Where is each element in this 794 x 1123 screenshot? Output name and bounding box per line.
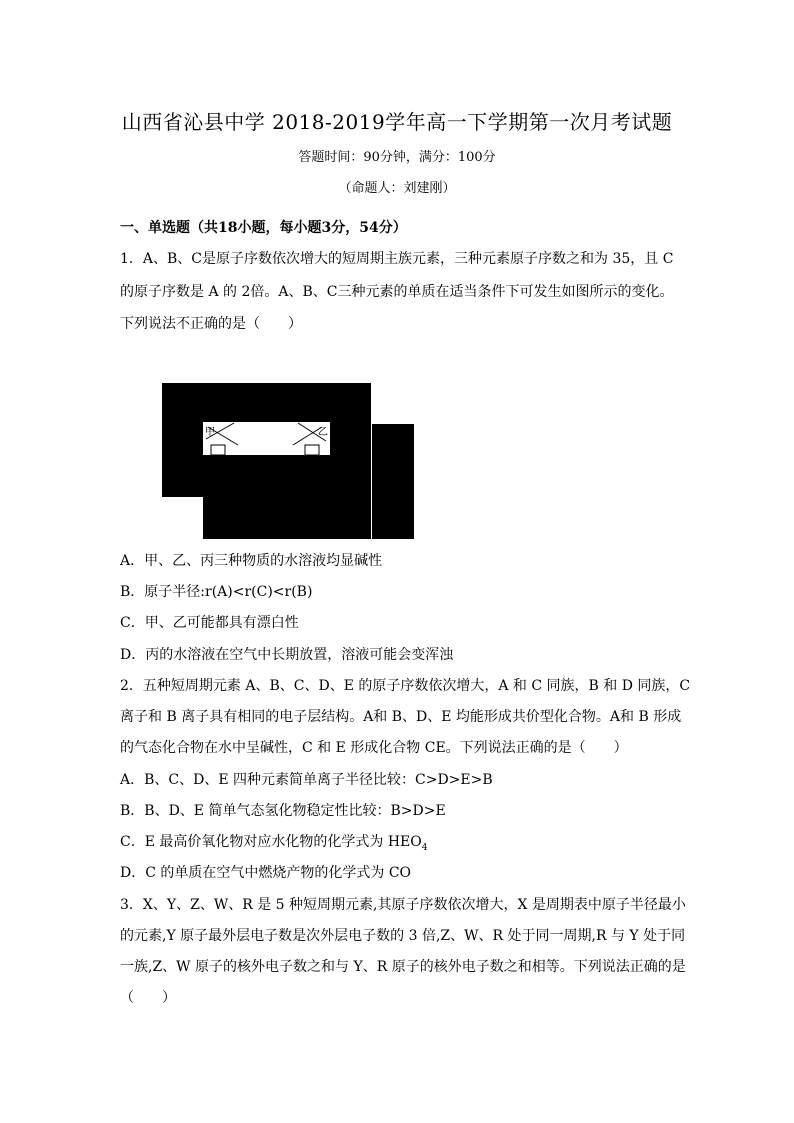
figure-frame-bottom: [203, 497, 371, 539]
exam-author: （命题人：刘建刚）: [338, 181, 456, 196]
figure-frame-right: [372, 424, 414, 539]
q2-option-c-text: C．E 最高价氧化物对应水化物的化学式为 HEO: [120, 834, 422, 850]
q2-option-d: D．C 的单质在空气中燃烧产物的化学式为 CO: [120, 865, 412, 881]
q1-option-b: B．原子半径:r(A)<r(C)<r(B): [120, 584, 313, 600]
q1-option-c: C．甲、乙可能都具有漂白性: [120, 615, 299, 631]
q1-stem-line1: 1．A、B、C是原子序数依次增大的短周期主族元素，三种元素原子序数之和为 35，且 C: [120, 251, 674, 267]
q1-stem-line2: 的原子序数是 A 的 2倍。A、B、C三种元素的单质在适当条件下可发生如图所示的变化。: [120, 284, 674, 300]
q2-stem-line2: 离子和 B 离子具有相同的电子层结构。A和 B、D、E 均能形成共价型化合物。A和 B 形成: [120, 709, 682, 725]
q2-option-c-subscript: 4: [421, 842, 428, 853]
q3-stem-line3: 一族,Z、W 原子的核外电子数之和与 Y、R 原子的核外电子数之和相等。下列说法正确的是: [120, 959, 686, 975]
q3-stem-line4: （ ）: [120, 990, 176, 1006]
q1-option-d: D．丙的水溶液在空气中长期放置，溶液可能会变浑浊: [120, 647, 454, 663]
q2-stem-line1: 2．五种短周期元素 A、B、C、D、E 的原子序数依次增大，A 和 C 同族，B 和 D 同族，C: [120, 678, 691, 694]
q1-stem-line3: 下列说法不正确的是（ ）: [120, 316, 302, 332]
q2-option-b: B．B、D、E 简单气态氢化物稳定性比较：B>D>E: [120, 803, 446, 819]
page-title: 山西省沁县中学 2018-2019学年高一下学期第一次月考试题: [121, 110, 673, 134]
q2-option-c: [120, 831, 427, 853]
q3-stem-line1: 3．X、Y、Z、W、R 是 5 种短周期元素,其原子序数依次增大，X 是周期表中原子半径最小: [120, 897, 686, 913]
q3-stem-line2: 的元素,Y 原子最外层电子数是次外层电子数的 3 倍,Z、W、R 处于同一周期,R 与 Y 处于同: [120, 928, 686, 944]
figure-label-right: 乙: [318, 427, 328, 438]
section-heading: 一、单选题（共18小题，每小题3分，54分）: [120, 220, 407, 236]
exam-time-score: 答题时间：90分钟，满分：100分: [298, 150, 496, 165]
q2-stem-line3: 的气态化合物在水中呈碱性，C 和 E 形成化合物 CE。下列说法正确的是（ ）: [120, 740, 628, 756]
q1-option-a: A．甲、乙、丙三种物质的水溶液均显碱性: [120, 553, 383, 569]
q2-option-a: A．B、C、D、E 四种元素简单离子半径比较：C>D>E>B: [120, 772, 493, 788]
figure-window: [203, 422, 330, 455]
q1-reaction-figure: [162, 383, 414, 539]
figure-label-left: 甲: [205, 427, 215, 438]
